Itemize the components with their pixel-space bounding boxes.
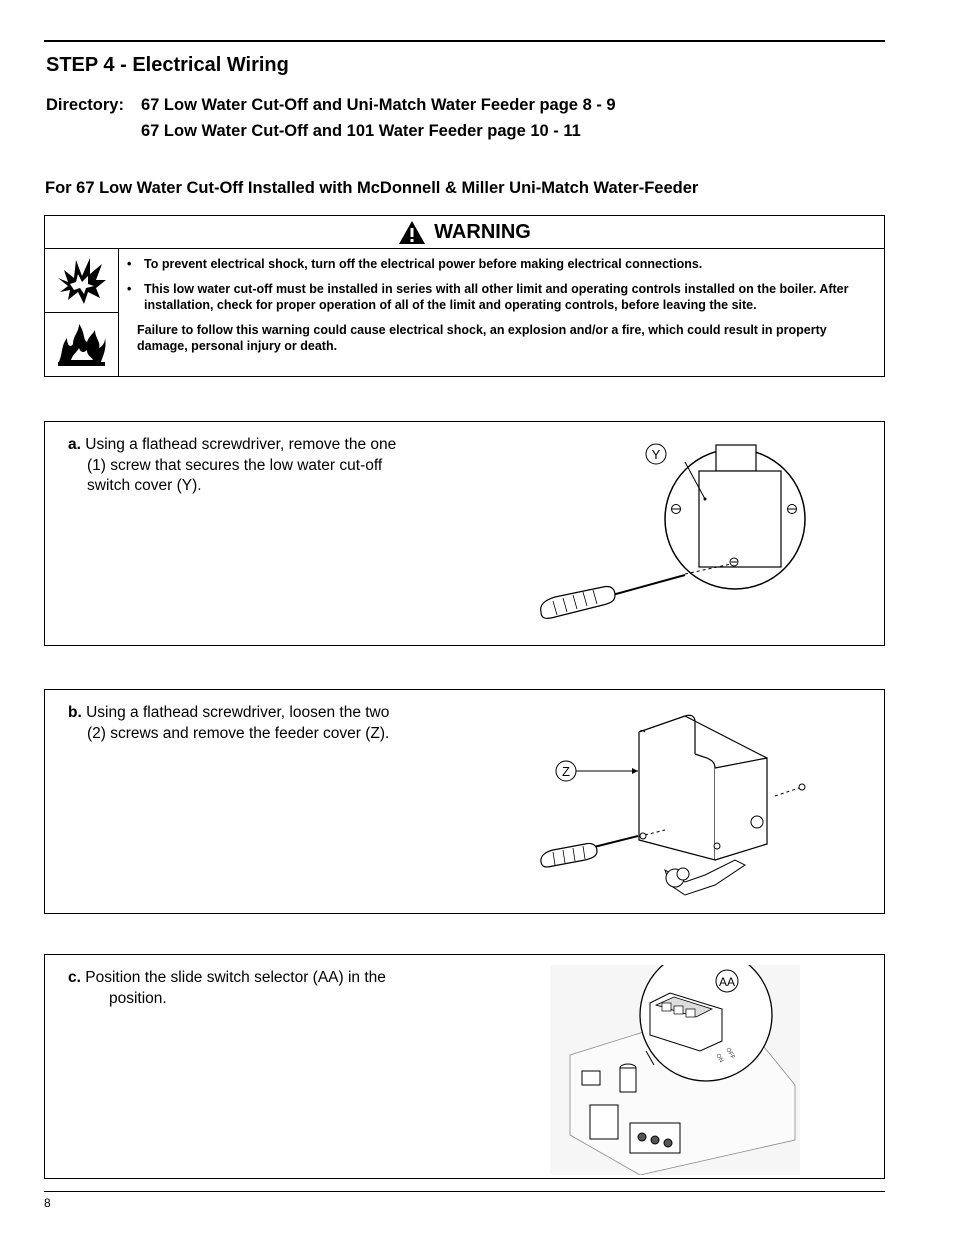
step-b-box [44,689,885,914]
directory-entry-2: 67 Low Water Cut-Off and 101 Water Feeder page 10 - 11 [141,122,581,140]
step-a-line-1: Using a flathead screwdriver, remove the one [85,436,397,453]
switch-cover-illustration [535,437,815,637]
directory-entry-1: 67 Low Water Cut-Off and Uni-Match Water Feeder page 8 - 9 [141,96,616,114]
warning-title: WARNING [434,220,531,243]
warning-failure-text: Failure to follow this warning could cause electrical shock, an explosion and/or a fire, which could result in property damage, personal injury or death. [137,323,827,353]
step-a-text [68,435,448,497]
step-c-box [44,954,885,1179]
step-c-text [68,968,448,1009]
warning-box [44,215,885,377]
step-c-line-2: position. [109,989,167,1007]
step-b-text [68,703,448,744]
fire-icon-cell [45,313,118,376]
directory-label: Directory: [46,96,124,114]
warning-text [127,256,867,354]
warning-bullet: • This low water cut-off must be installed in series with all other limit and operating controls installed on the boiler. After installation, check for proper operation of all of the limit and operating controls, before leaving the site. [127,281,867,313]
step-a-line-3: switch cover (Y). [87,477,202,494]
directory-line-1 [46,96,616,115]
explosion-icon-cell [45,249,118,313]
feeder-cover-illustration [535,710,815,900]
warning-header [45,216,884,249]
warning-triangle-icon [398,220,426,245]
explosion-icon [56,256,108,306]
callout-z-label: Z [562,764,570,779]
page-number: 8 [44,1196,51,1210]
step-b-line-1: Using a flathead screwdriver, loosen the two [86,704,390,721]
warning-bullet-text: This low water cut-off must be installed in series with all other limit and operating controls installed on the boiler. After installation, check for proper operation of all of the limit and operating controls, before leaving the site. [144,282,849,312]
callout-y-label: Y [651,447,661,462]
warning-icons-column [45,249,119,376]
top-rule [44,40,885,42]
fire-icon [57,322,107,368]
section-heading: For 67 Low Water Cut-Off Installed with McDonnell & Miller Uni-Match Water-Feeder [45,179,699,197]
directory-line-2 [46,122,581,141]
step-a-box [44,421,885,646]
warning-bullet-text: To prevent electrical shock, turn off the electrical power before making electrical connections. [144,257,703,271]
slide-switch-illustration [550,965,800,1175]
warning-bullet: • To prevent electrical shock, turn off the electrical power before making electrical connections. [127,257,703,271]
page-title: STEP 4 - Electrical Wiring [46,54,289,76]
switch-off-label: OFF [724,1047,736,1061]
callout-aa-label: AA [718,975,736,989]
step-a-line-2: (1) screw that secures the low water cut-off [87,456,383,474]
step-a-letter: a. [68,436,81,453]
step-c-line-1: Position the slide switch selector (AA) in the [85,969,386,986]
switch-on-label: ON [714,1053,724,1064]
step-c-letter: c. [68,969,81,986]
bottom-rule [44,1191,885,1192]
step-b-line-2: (2) screws and remove the feeder cover (Z). [87,724,390,742]
step-b-letter: b. [68,704,82,721]
